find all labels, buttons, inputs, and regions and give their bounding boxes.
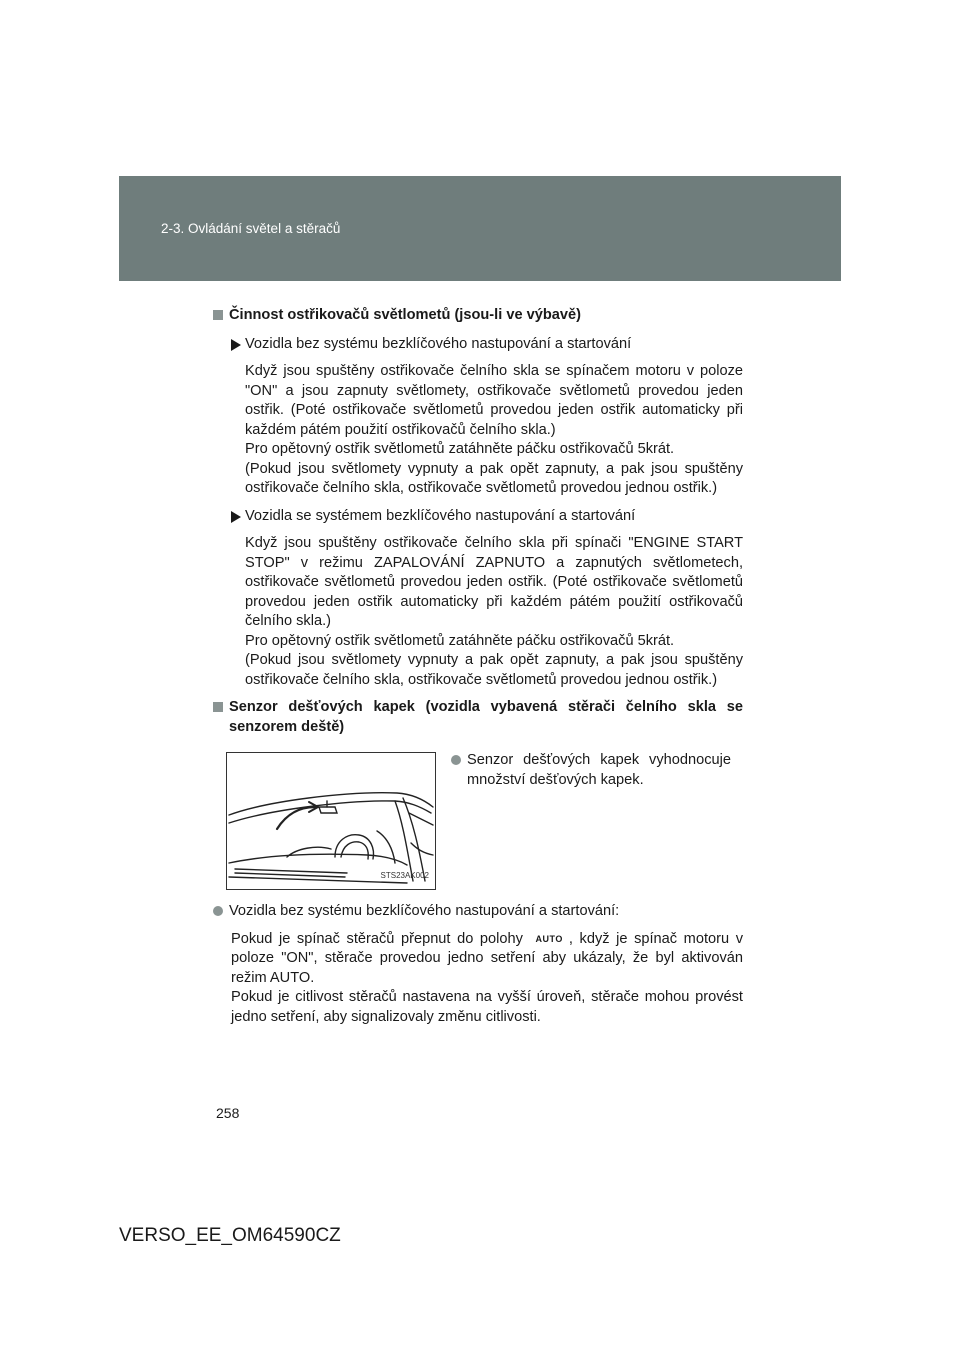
round-bullet-icon <box>213 906 223 916</box>
rain-sensor-note: Senzor dešťových kapek vyhodnocuje množství dešťových kapek. <box>451 751 731 790</box>
triangle-bullet-icon <box>231 339 241 351</box>
square-bullet-icon <box>213 310 223 320</box>
page-number: 258 <box>216 1105 240 1121</box>
heading-headlamp-cleaners: Činnost ostřikovačů světlometů (jsou-li ve výbavě) <box>213 306 743 326</box>
rain-sensor-text: Pokud je spínač stěračů přepnut do polohy AUTO , když je spínač motoru v poloze "ON", stěrače provedou jedno setření aby ukázaly, že byl aktivován režim AUTO. Pokud je citlivost stěračů nastavena na vyšší úroveň, stěrače mohou provést jedno setření, aby signalizovaly změnu citlivosti. <box>231 930 743 1025</box>
variant-without-smart-entry: Vozidla bez systému bezklíčového nastupování a startování <box>231 335 743 355</box>
document-code: VERSO_EE_OM64590CZ <box>119 1225 341 1246</box>
section-title: 2-3. Ovládání světel a stěračů <box>161 221 341 236</box>
rain-sensor-variant-bullet: Vozidla bez systému bezklíčového nastupování a startování: <box>213 902 743 922</box>
windshield-illustration <box>226 752 436 890</box>
triangle-bullet-icon <box>231 511 241 523</box>
round-bullet-icon <box>451 755 461 765</box>
page-content <box>213 306 743 1027</box>
auto-symbol: AUTO <box>535 933 563 944</box>
chapter-header-band <box>119 176 841 281</box>
illustration-code: STS23AK002 <box>380 870 429 880</box>
rain-sensor-figure-row <box>226 752 743 890</box>
heading-rain-sensor: Senzor dešťových kapek (vozidla vybavená stěrači čelního skla se senzorem deště) <box>213 698 743 737</box>
square-bullet-icon <box>213 702 223 712</box>
variant-with-smart-entry: Vozidla se systémem bezklíčového nastupování a startování <box>231 507 743 527</box>
variant-b-text: Když jsou spuštěny ostřikovače čelního skla při spínači "ENGINE START STOP" v režimu ZAPALOVÁNÍ ZAPNUTO a zapnutých světlometech, ostřikovače světlometů provedou jeden ostřik. (Poté ostřikovače světlometů provedou jeden ostřik automaticky při každém pátém použití ostřikovačů čelního skla.) Pro opětovný ostřik světlometů zatáhněte páčku ostřikovačů 5krát. (Pokud jsou světlomety vypnuty a pak opět zapnuty, a pak jsou spuštěny ostřikovače čelního skla, ostřikovače světlometů provedou jednou ostřik.) <box>245 535 743 688</box>
variant-a-text: Když jsou spuštěny ostřikovače čelního skla se spínačem motoru v poloze "ON" a jsou zapnuty světlomety, ostřikovače světlometů provedou jeden ostřik. (Poté ostřikovače světlometů provedou jeden ostřik automaticky při každém pátém použití ostřikovačů čelního skla.) Pro opětovný ostřik světlometů zatáhněte páčku ostřikovačů 5krát. (Pokud jsou světlomety vypnuty a pak opět zapnuty, a pak jsou spuštěny ostřikovače čelního skla, ostřikovače světlometů provedou jednou ostřik.) <box>245 363 743 496</box>
